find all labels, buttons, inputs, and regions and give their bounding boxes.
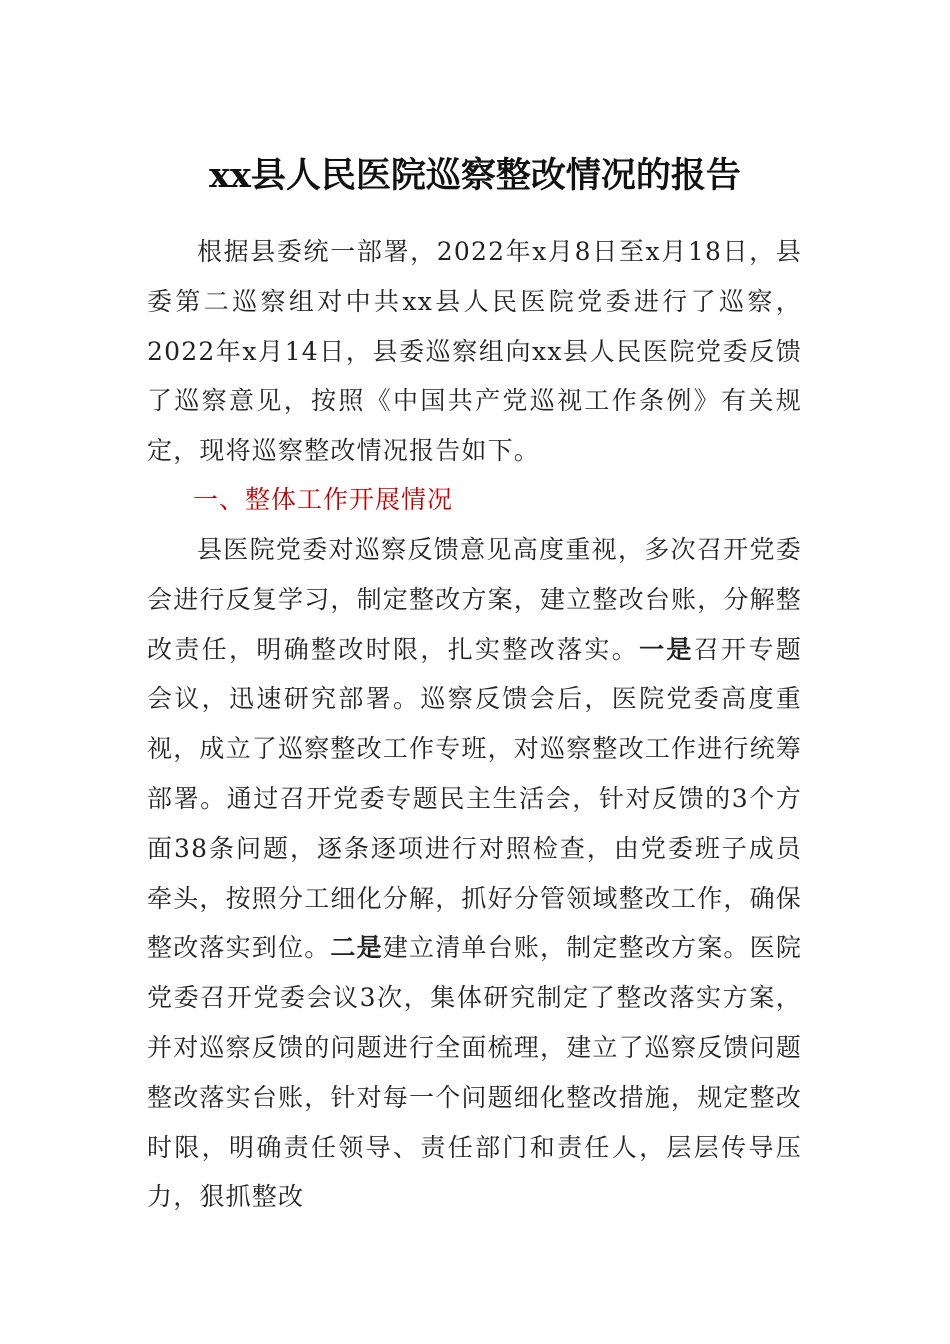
section1-marker-first: 一是 [639, 634, 694, 664]
section1-text-d: 建立清单台账，制定整改方案。医院党委召开党委会议3次，集体研究制定了整改落实方案，并对巡察反馈的问题进行全面梳理，建立了巡察反馈问题整改落实台账，针对每一个问题细化整改措施，规定整改时限，明确责任领导、责任部门和责任人，层层传导压力，狠抓整改 [147, 933, 803, 1212]
intro-paragraph [147, 227, 802, 476]
document-title: xx县人民医院巡察整改情况的报告 [209, 155, 741, 196]
section-heading-overall: 一、整体工作开展情况 [193, 485, 454, 514]
section1-paragraph [147, 525, 802, 1222]
intro-text: 根据县委统一部署，2022年x月8日至x月18日，县委第二巡察组对中共xx县人民医院党委进行了巡察，2022年x月14日，县委巡察组向xx县人民医院党委反馈了巡察意见，按照《中国共产党巡视工作条例》有关规定，现将巡察整改情况报告如下。 [147, 237, 802, 466]
section1-text-c: 召开专题会议，迅速研究部署。巡察反馈会后，医院党委高度重视，成立了巡察整改工作专班，对巡察整改工作进行统筹部署。通过召开党委专题民主生活会，针对反馈的3个方面38条问题，逐条逐项进行对照检查，由党委班子成员牵头，按照分工细化分解，抓好分管领域整改工作，确保整改落实到位。 [147, 634, 803, 963]
section1-text-a: 县医院党委对巡察反馈意见高度重视，多次召开党委会进行反复学习，制定整改方案，建立整改台账，分解整改责任，明确整改时限，扎实整改落实。 [147, 535, 803, 664]
section1-marker-second: 二是 [330, 933, 383, 963]
